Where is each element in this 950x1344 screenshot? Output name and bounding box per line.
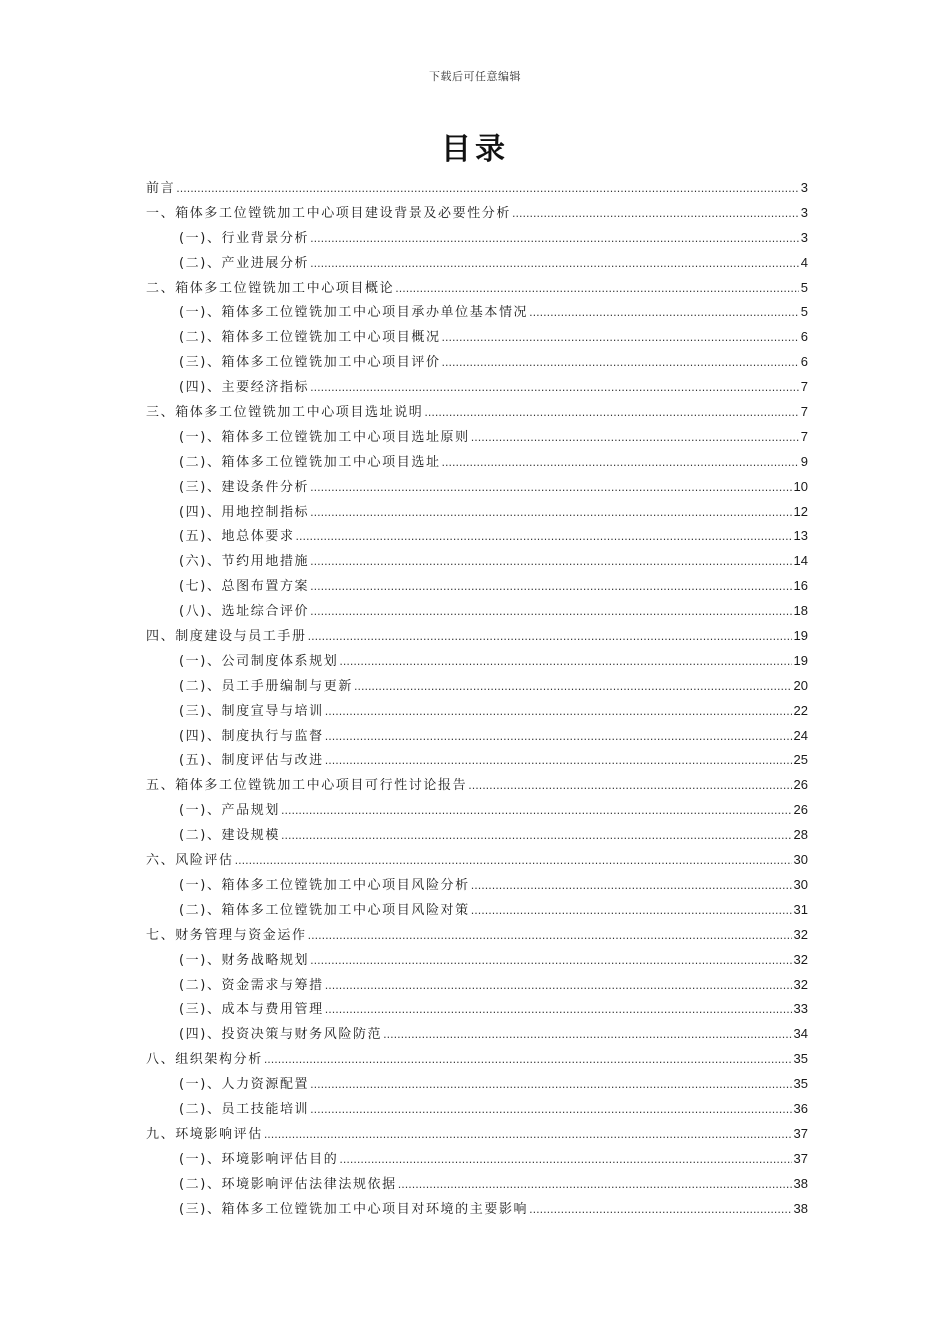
toc-dot-leader xyxy=(176,177,799,202)
toc-dot-leader xyxy=(310,575,791,600)
toc-page-number: 19 xyxy=(793,652,808,668)
toc-dot-leader xyxy=(281,799,792,824)
toc-section-entry[interactable] xyxy=(146,1097,808,1122)
toc-entry-title: (二)、员工手册编制与更新 xyxy=(179,678,353,694)
toc-entry-title: (一)、箱体多工位镗铣加工中心项目承办单位基本情况 xyxy=(179,305,529,321)
toc-page-number: 6 xyxy=(800,354,808,370)
toc-entry-title: (五)、地总体要求 xyxy=(179,529,295,545)
toc-entry-title: (一)、行业背景分析 xyxy=(179,230,310,246)
toc-chapter-entry[interactable] xyxy=(146,400,808,425)
toc-entry-title: (二)、资金需求与筹措 xyxy=(179,977,324,993)
toc-page-number: 9 xyxy=(800,453,808,469)
toc-entry-title: 六、风险评估 xyxy=(146,853,234,869)
toc-dot-leader xyxy=(310,476,791,501)
toc-page-number: 22 xyxy=(793,702,808,718)
toc-page-number: 33 xyxy=(793,1001,808,1017)
toc-page-number: 7 xyxy=(800,404,808,420)
toc-dot-leader xyxy=(310,252,799,277)
toc-page-number: 4 xyxy=(800,254,808,270)
toc-entry-title: (一)、产品规划 xyxy=(179,803,280,819)
toc-page-number: 6 xyxy=(800,329,808,345)
toc-section-entry[interactable] xyxy=(146,1197,808,1222)
toc-section-entry[interactable] xyxy=(146,350,808,375)
toc-section-entry[interactable] xyxy=(146,475,808,500)
toc-entry-title: (二)、产业进展分析 xyxy=(179,255,310,271)
toc-section-entry[interactable] xyxy=(146,251,808,276)
table-of-contents xyxy=(146,176,808,1221)
toc-page-number: 26 xyxy=(793,777,808,793)
toc-section-entry[interactable] xyxy=(146,649,808,674)
toc-section-entry[interactable] xyxy=(146,325,808,350)
toc-page-number: 26 xyxy=(793,802,808,818)
toc-entry-title: (一)、人力资源配置 xyxy=(179,1077,310,1093)
toc-page-number: 28 xyxy=(793,827,808,843)
toc-entry-title: (四)、用地控制指标 xyxy=(179,504,310,520)
toc-section-entry[interactable] xyxy=(146,524,808,549)
toc-page-number: 25 xyxy=(793,752,808,768)
toc-entry-title: (三)、成本与费用管理 xyxy=(179,1002,324,1018)
toc-page-number: 7 xyxy=(800,379,808,395)
toc-dot-leader xyxy=(354,675,792,700)
toc-page-number: 7 xyxy=(800,428,808,444)
toc-dot-leader xyxy=(339,1148,791,1173)
toc-entry-title: (一)、财务战略规划 xyxy=(179,952,310,968)
toc-title: 目录 xyxy=(441,132,509,167)
toc-page-number: 18 xyxy=(793,603,808,619)
toc-entry-title: (一)、环境影响评估目的 xyxy=(179,1151,339,1167)
toc-page-number: 34 xyxy=(793,1026,808,1042)
toc-entry-title: 九、环境影响评估 xyxy=(146,1126,263,1142)
toc-entry-title: 七、财务管理与资金运作 xyxy=(146,927,307,943)
toc-dot-leader xyxy=(264,1048,792,1073)
toc-page-number: 3 xyxy=(800,204,808,220)
toc-section-entry[interactable] xyxy=(146,724,808,749)
toc-entry-title: 四、制度建设与员工手册 xyxy=(146,629,307,645)
toc-entry-title: 二、箱体多工位镗铣加工中心项目概论 xyxy=(146,280,395,296)
toc-page-number: 5 xyxy=(800,304,808,320)
toc-section-entry[interactable] xyxy=(146,823,808,848)
toc-section-entry[interactable] xyxy=(146,748,808,773)
toc-dot-leader xyxy=(296,525,792,550)
toc-dot-leader xyxy=(442,351,799,376)
toc-section-entry[interactable] xyxy=(146,898,808,923)
toc-chapter-entry[interactable] xyxy=(146,923,808,948)
toc-dot-leader xyxy=(310,376,799,401)
toc-page-number: 30 xyxy=(793,852,808,868)
toc-dot-leader xyxy=(325,998,792,1023)
toc-section-entry[interactable] xyxy=(146,699,808,724)
toc-dot-leader xyxy=(383,1023,791,1048)
toc-dot-leader xyxy=(339,650,791,675)
toc-entry-title: (二)、建设规模 xyxy=(179,828,280,844)
toc-page-number: 38 xyxy=(793,1175,808,1191)
toc-chapter-entry[interactable] xyxy=(146,1122,808,1147)
toc-dot-leader xyxy=(281,824,792,849)
toc-page-number: 35 xyxy=(793,1051,808,1067)
toc-page-number: 14 xyxy=(793,553,808,569)
toc-page-number: 5 xyxy=(800,279,808,295)
toc-section-entry[interactable] xyxy=(146,997,808,1022)
toc-dot-leader xyxy=(325,700,792,725)
toc-entry-title: (四)、投资决策与财务风险防范 xyxy=(179,1027,383,1043)
toc-entry-title: 五、箱体多工位镗铣加工中心项目可行性讨论报告 xyxy=(146,778,468,794)
toc-dot-leader xyxy=(512,202,799,227)
toc-chapter-entry[interactable] xyxy=(146,773,808,798)
toc-page-number: 19 xyxy=(793,628,808,644)
toc-page-number: 16 xyxy=(793,578,808,594)
toc-dot-leader xyxy=(442,451,799,476)
toc-page-number: 35 xyxy=(793,1076,808,1092)
toc-page-number: 12 xyxy=(793,503,808,519)
toc-dot-leader xyxy=(471,899,792,924)
toc-page-number: 24 xyxy=(793,727,808,743)
toc-section-entry[interactable] xyxy=(146,300,808,325)
toc-entry-title: (五)、制度评估与改进 xyxy=(179,753,324,769)
toc-dot-leader xyxy=(398,1173,792,1198)
toc-entry-title: (三)、箱体多工位镗铣加工中心项目评价 xyxy=(179,355,441,371)
toc-entry-title: (四)、主要经济指标 xyxy=(179,380,310,396)
toc-section-entry[interactable] xyxy=(146,1147,808,1172)
toc-page-number: 3 xyxy=(800,180,808,195)
toc-entry-title: (二)、箱体多工位镗铣加工中心项目风险对策 xyxy=(179,902,470,918)
toc-dot-leader xyxy=(235,849,792,874)
toc-dot-leader xyxy=(310,1098,791,1123)
toc-dot-leader xyxy=(325,725,792,750)
toc-dot-leader xyxy=(310,501,791,526)
toc-dot-leader xyxy=(310,550,791,575)
toc-dot-leader xyxy=(310,949,791,974)
toc-section-entry[interactable] xyxy=(146,948,808,973)
toc-page-number: 30 xyxy=(793,876,808,892)
toc-page-number: 13 xyxy=(793,528,808,544)
toc-section-entry[interactable] xyxy=(146,375,808,400)
toc-section-entry[interactable] xyxy=(146,674,808,699)
toc-section-entry[interactable] xyxy=(146,973,808,998)
toc-dot-leader xyxy=(468,774,791,799)
toc-entry-title: (二)、员工技能培训 xyxy=(179,1101,310,1117)
toc-section-entry[interactable] xyxy=(146,1022,808,1047)
toc-dot-leader xyxy=(325,749,792,774)
toc-page-number: 36 xyxy=(793,1100,808,1116)
toc-dot-leader xyxy=(264,1123,792,1148)
toc-entry-title: 八、组织架构分析 xyxy=(146,1052,263,1068)
toc-chapter-entry[interactable] xyxy=(146,848,808,873)
page-header-note: 下载后可任意编辑 xyxy=(429,70,521,83)
toc-dot-leader xyxy=(442,326,799,351)
toc-chapter-entry[interactable] xyxy=(146,176,808,201)
toc-dot-leader xyxy=(395,277,799,302)
toc-page-number: 3 xyxy=(800,229,808,245)
toc-dot-leader xyxy=(529,1198,791,1223)
toc-section-entry[interactable] xyxy=(146,1072,808,1097)
toc-section-entry[interactable] xyxy=(146,574,808,599)
toc-entry-title: (一)、箱体多工位镗铣加工中心项目风险分析 xyxy=(179,877,470,893)
toc-entry-title: (二)、箱体多工位镗铣加工中心项目选址 xyxy=(179,454,441,470)
toc-section-entry[interactable] xyxy=(146,549,808,574)
toc-dot-leader xyxy=(325,974,792,999)
toc-entry-title: (七)、总图布置方案 xyxy=(179,579,310,595)
toc-entry-title: (六)、节约用地措施 xyxy=(179,554,310,570)
toc-entry-title: (一)、公司制度体系规划 xyxy=(179,653,339,669)
toc-page-number: 20 xyxy=(793,677,808,693)
toc-section-entry[interactable] xyxy=(146,425,808,450)
toc-page-number: 32 xyxy=(793,926,808,942)
toc-dot-leader xyxy=(310,600,791,625)
toc-page-number: 10 xyxy=(793,478,808,494)
toc-dot-leader xyxy=(308,924,792,949)
toc-chapter-entry[interactable] xyxy=(146,624,808,649)
toc-chapter-entry[interactable] xyxy=(146,276,808,301)
toc-section-entry[interactable] xyxy=(146,798,808,823)
toc-dot-leader xyxy=(424,401,798,426)
toc-entry-title: (四)、制度执行与监督 xyxy=(179,728,324,744)
toc-dot-leader xyxy=(471,426,799,451)
toc-entry-title: (二)、环境影响评估法律法规依据 xyxy=(179,1176,397,1192)
toc-chapter-entry[interactable] xyxy=(146,201,808,226)
toc-entry-title: (一)、箱体多工位镗铣加工中心项目选址原则 xyxy=(179,429,470,445)
toc-section-entry[interactable] xyxy=(146,500,808,525)
toc-dot-leader xyxy=(308,625,792,650)
toc-page-number: 32 xyxy=(793,976,808,992)
toc-page-number: 37 xyxy=(793,1150,808,1166)
toc-entry-title: (二)、箱体多工位镗铣加工中心项目概况 xyxy=(179,330,441,346)
toc-dot-leader xyxy=(529,301,799,326)
toc-entry-title: (三)、制度宣导与培训 xyxy=(179,703,324,719)
toc-chapter-entry[interactable] xyxy=(146,1047,808,1072)
toc-page-number: 31 xyxy=(793,901,808,917)
toc-section-entry[interactable] xyxy=(146,599,808,624)
toc-entry-title: 前言 xyxy=(146,181,176,196)
toc-entry-title: (三)、箱体多工位镗铣加工中心项目对环境的主要影响 xyxy=(179,1201,529,1217)
toc-section-entry[interactable] xyxy=(146,1172,808,1197)
toc-entry-title: 三、箱体多工位镗铣加工中心项目选址说明 xyxy=(146,405,424,421)
toc-section-entry[interactable] xyxy=(146,226,808,251)
toc-section-entry[interactable] xyxy=(146,873,808,898)
toc-entry-title: 一、箱体多工位镗铣加工中心项目建设背景及必要性分析 xyxy=(146,205,512,221)
toc-dot-leader xyxy=(310,227,799,252)
toc-page-number: 38 xyxy=(793,1200,808,1216)
toc-dot-leader xyxy=(471,874,792,899)
toc-page-number: 37 xyxy=(793,1125,808,1141)
toc-entry-title: (八)、选址综合评价 xyxy=(179,604,310,620)
toc-entry-title: (三)、建设条件分析 xyxy=(179,479,310,495)
toc-page-number: 32 xyxy=(793,951,808,967)
toc-dot-leader xyxy=(310,1073,791,1098)
toc-section-entry[interactable] xyxy=(146,450,808,475)
